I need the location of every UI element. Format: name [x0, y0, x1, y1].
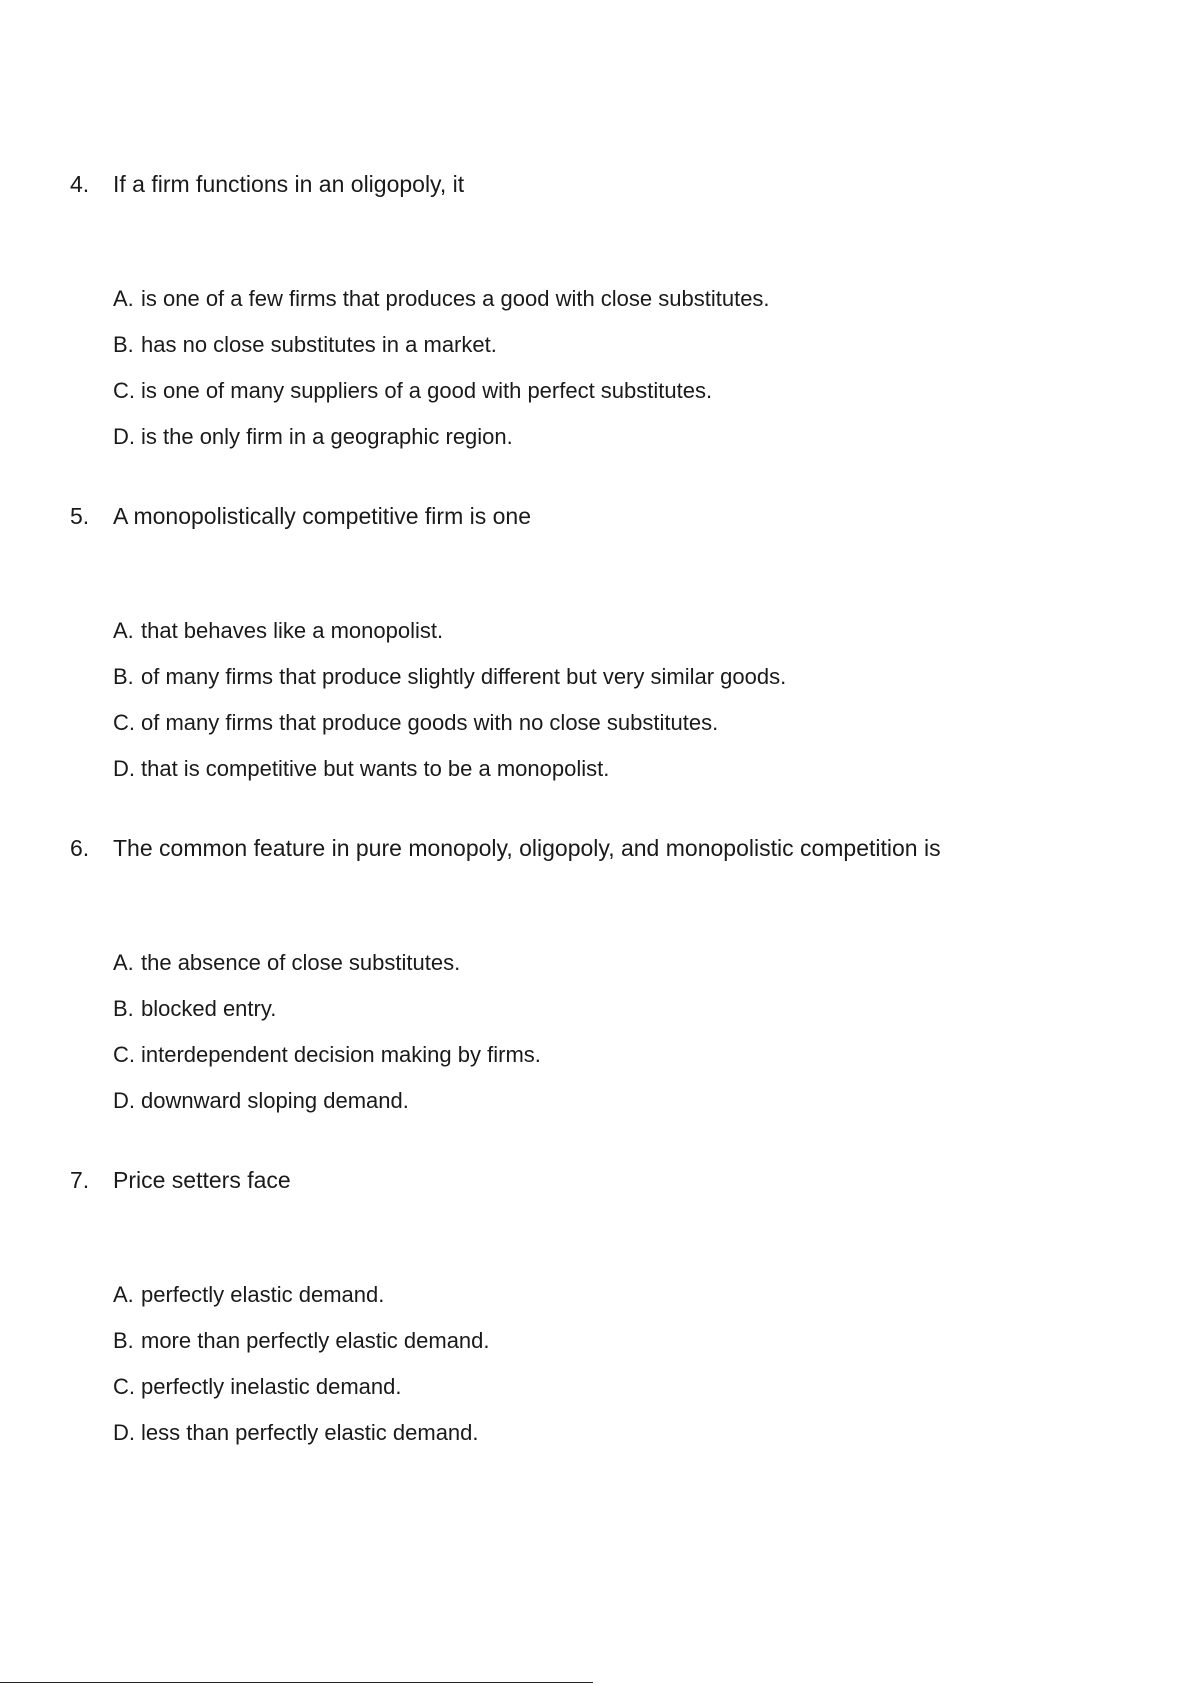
option-b — [113, 663, 1130, 691]
option-letter: C. — [113, 1374, 135, 1399]
question-5 — [70, 502, 1130, 801]
option-c — [113, 1041, 1130, 1069]
option-b — [113, 995, 1130, 1023]
option-letter: C. — [113, 710, 135, 735]
option-letter: D. — [113, 1088, 135, 1113]
option-text: is one of a few firms that produces a good with close substitutes. — [141, 286, 770, 311]
option-c — [113, 1373, 1130, 1401]
option-text: blocked entry. — [141, 996, 277, 1021]
option-text: perfectly inelastic demand. — [141, 1374, 402, 1399]
question-prompt: A monopolistically competitive firm is one — [113, 503, 531, 529]
option-letter: D. — [113, 1420, 135, 1445]
question-number: 6. — [70, 835, 90, 861]
answer-options — [70, 285, 1130, 451]
option-b — [113, 331, 1130, 359]
question-prompt-row — [70, 170, 1130, 198]
option-b — [113, 1327, 1130, 1355]
option-letter: A. — [113, 950, 134, 975]
option-a — [113, 1281, 1130, 1309]
question-prompt: The common feature in pure monopoly, oligopoly, and monopolistic competition is — [113, 835, 941, 861]
question-prompt-row — [70, 834, 1130, 862]
question-prompt-row — [70, 502, 1130, 530]
answer-options — [70, 617, 1130, 783]
option-letter: A. — [113, 286, 134, 311]
option-text: interdependent decision making by firms. — [141, 1042, 541, 1067]
option-d — [113, 1419, 1130, 1447]
option-text: that is competitive but wants to be a monopolist. — [141, 756, 610, 781]
option-letter: B. — [113, 996, 134, 1021]
option-text: more than perfectly elastic demand. — [141, 1328, 490, 1353]
option-letter: B. — [113, 1328, 134, 1353]
option-letter: D. — [113, 424, 135, 449]
question-number: 7. — [70, 1167, 90, 1193]
question-prompt: Price setters face — [113, 1167, 291, 1193]
option-a — [113, 285, 1130, 313]
option-d — [113, 1087, 1130, 1115]
option-d — [113, 755, 1130, 783]
question-4 — [70, 170, 1130, 469]
option-d — [113, 423, 1130, 451]
option-a — [113, 949, 1130, 977]
footer-divider — [0, 1682, 593, 1683]
option-letter: B. — [113, 664, 134, 689]
option-letter: B. — [113, 332, 134, 357]
option-text: perfectly elastic demand. — [141, 1282, 385, 1307]
option-letter: C. — [113, 378, 135, 403]
option-text: less than perfectly elastic demand. — [141, 1420, 479, 1445]
option-letter: A. — [113, 1282, 134, 1307]
option-text: downward sloping demand. — [141, 1088, 409, 1113]
option-c — [113, 377, 1130, 405]
option-text: the absence of close substitutes. — [141, 950, 461, 975]
question-number: 4. — [70, 171, 90, 197]
answer-options — [70, 1281, 1130, 1447]
option-text: has no close substitutes in a market. — [141, 332, 497, 357]
question-prompt: If a firm functions in an oligopoly, it — [113, 171, 465, 197]
option-a — [113, 617, 1130, 645]
option-text: that behaves like a monopolist. — [141, 618, 444, 643]
question-prompt-row — [70, 1166, 1130, 1194]
question-6 — [70, 834, 1130, 1133]
question-7 — [70, 1166, 1130, 1465]
option-letter: C. — [113, 1042, 135, 1067]
option-text: is the only firm in a geographic region. — [141, 424, 513, 449]
option-text: of many firms that produce goods with no close substitutes. — [141, 710, 719, 735]
answer-options — [70, 949, 1130, 1115]
option-text: of many firms that produce slightly different but very similar goods. — [141, 664, 787, 689]
option-letter: A. — [113, 618, 134, 643]
option-letter: D. — [113, 756, 135, 781]
option-c — [113, 709, 1130, 737]
option-text: is one of many suppliers of a good with perfect substitutes. — [141, 378, 713, 403]
question-number: 5. — [70, 503, 90, 529]
